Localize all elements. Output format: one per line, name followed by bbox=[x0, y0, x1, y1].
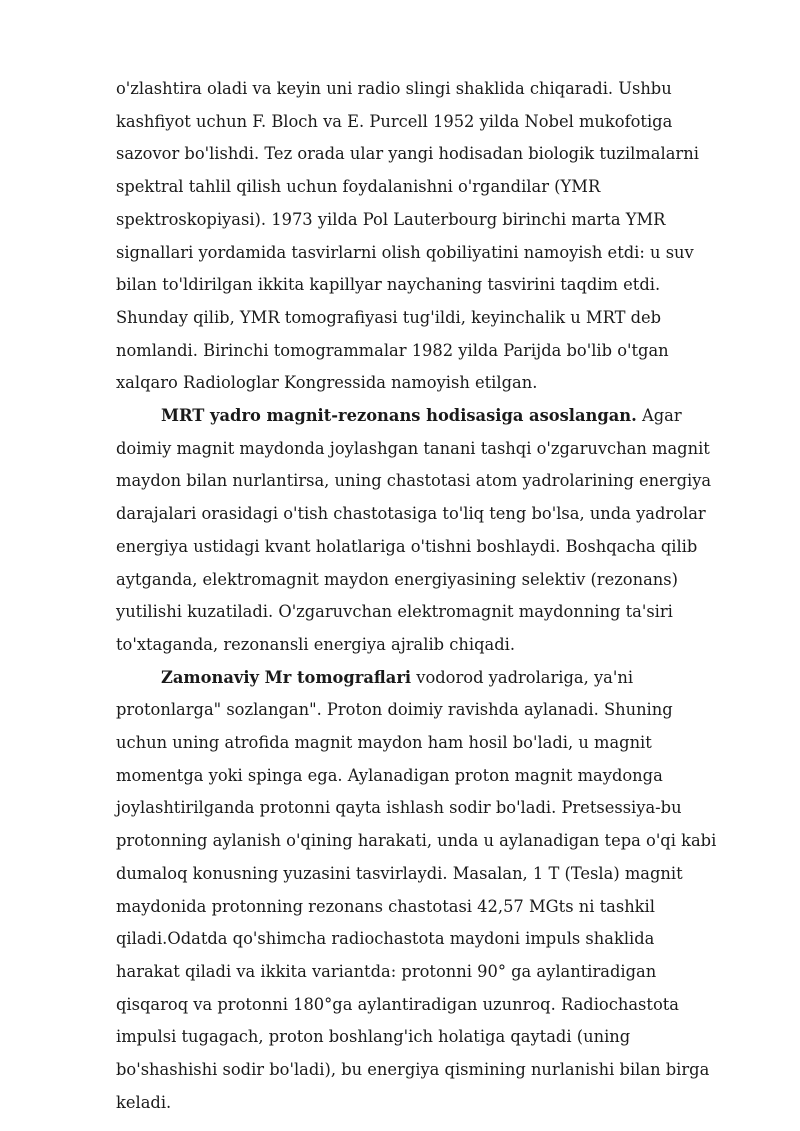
paragraph-bold-lead: Zamonaviy Mr tomograflari bbox=[161, 667, 412, 687]
paragraph-mrt-principle bbox=[116, 400, 720, 662]
paragraph-history bbox=[116, 73, 720, 400]
paragraph-text: o'zlashtira oladi va keyin uni radio slingi shaklida chiqaradi. Ushbu kashfiyot uchun F. Bloch va E. Purcell 1952 yilda Nobel mukofotiga sazovor bo'lishdi. Tez orada ular yangi hodisadan biologik tuzilmalarni spektral tahlil qilish uchun foydalanishni o'rgandilar (YMR spektroskopiyasi). 1973 yilda Pol Lauterbourg birinchi marta YMR signallari yordamida tasvirlarni olish qobiliyatini namoyish etdi: u suv bilan to'ldirilgan ikkita kapillyar naychaning tasvirini taqdim etdi. Shunday qilib, YMR tomografiyasi tug'ildi, keyinchalik u MRT deb nomlandi. Birinchi tomogrammalar 1982 yilda Parijda bo'lib o'tgan xalqaro Radiologlar Kongressida namoyish etilgan. bbox=[116, 79, 699, 393]
paragraph-bold-lead: MRT yadro magnit-rezonans hodisasiga asoslangan. bbox=[161, 406, 637, 426]
paragraph-text: Agar doimiy magnit maydonda joylashgan tanani tashqi o'zgaruvchan magnit maydon bilan nurlantirsa, uning chastotasi atom yadrolarining energiya darajalari orasidagi o'tish chastotasiga to'liq teng bo'lsa, unda yadrolar energiya ustidagi kvant holatlariga o'tishni boshlaydi. Boshqacha qilib aytganda, elektromagnit maydon energiyasining selektiv (rezonans) yutilishi kuzatiladi. O'zgaruvchan elektromagnit maydonning ta'siri to'xtaganda, rezonansli energiya ajralib chiqadi. bbox=[116, 406, 712, 654]
paragraph-modern-tomographs bbox=[116, 662, 720, 1120]
paragraph-text: vodorod yadrolariga, ya'ni protonlarga" sozlangan". Proton doimiy ravishda aylanadi. Shuning uchun uning atrofida magnit maydon ham hosil bo'ladi, u magnit momentga yoki spinga ega. Aylanadigan proton magnit maydonga joylashtirilganda protonni qayta ishlash sodir bo'ladi. Pretsessiya-bu protonning aylanish o'qining harakati, unda u aylanadigan tepa o'qi kabi dumaloq konusning yuzasini tasvirlaydi. Masalan, 1 T (Tesla) magnit maydonida protonning rezonans chastotasi 42,57 MGts ni tashkil qiladi.Odatda qo'shimcha radiochastota maydoni impuls shaklida harakat qiladi va ikkita variantda: protonni 90° ga aylantiradigan qisqaroq va protonni 180°ga aylantiradigan uzunroq. Radiochastota impulsi tugagach, proton boshlang'ich holatiga qaytadi (uning bo'shashishi sodir bo'ladi), bu energiya qismining nurlanishi bilan birga keladi. bbox=[116, 667, 717, 1112]
